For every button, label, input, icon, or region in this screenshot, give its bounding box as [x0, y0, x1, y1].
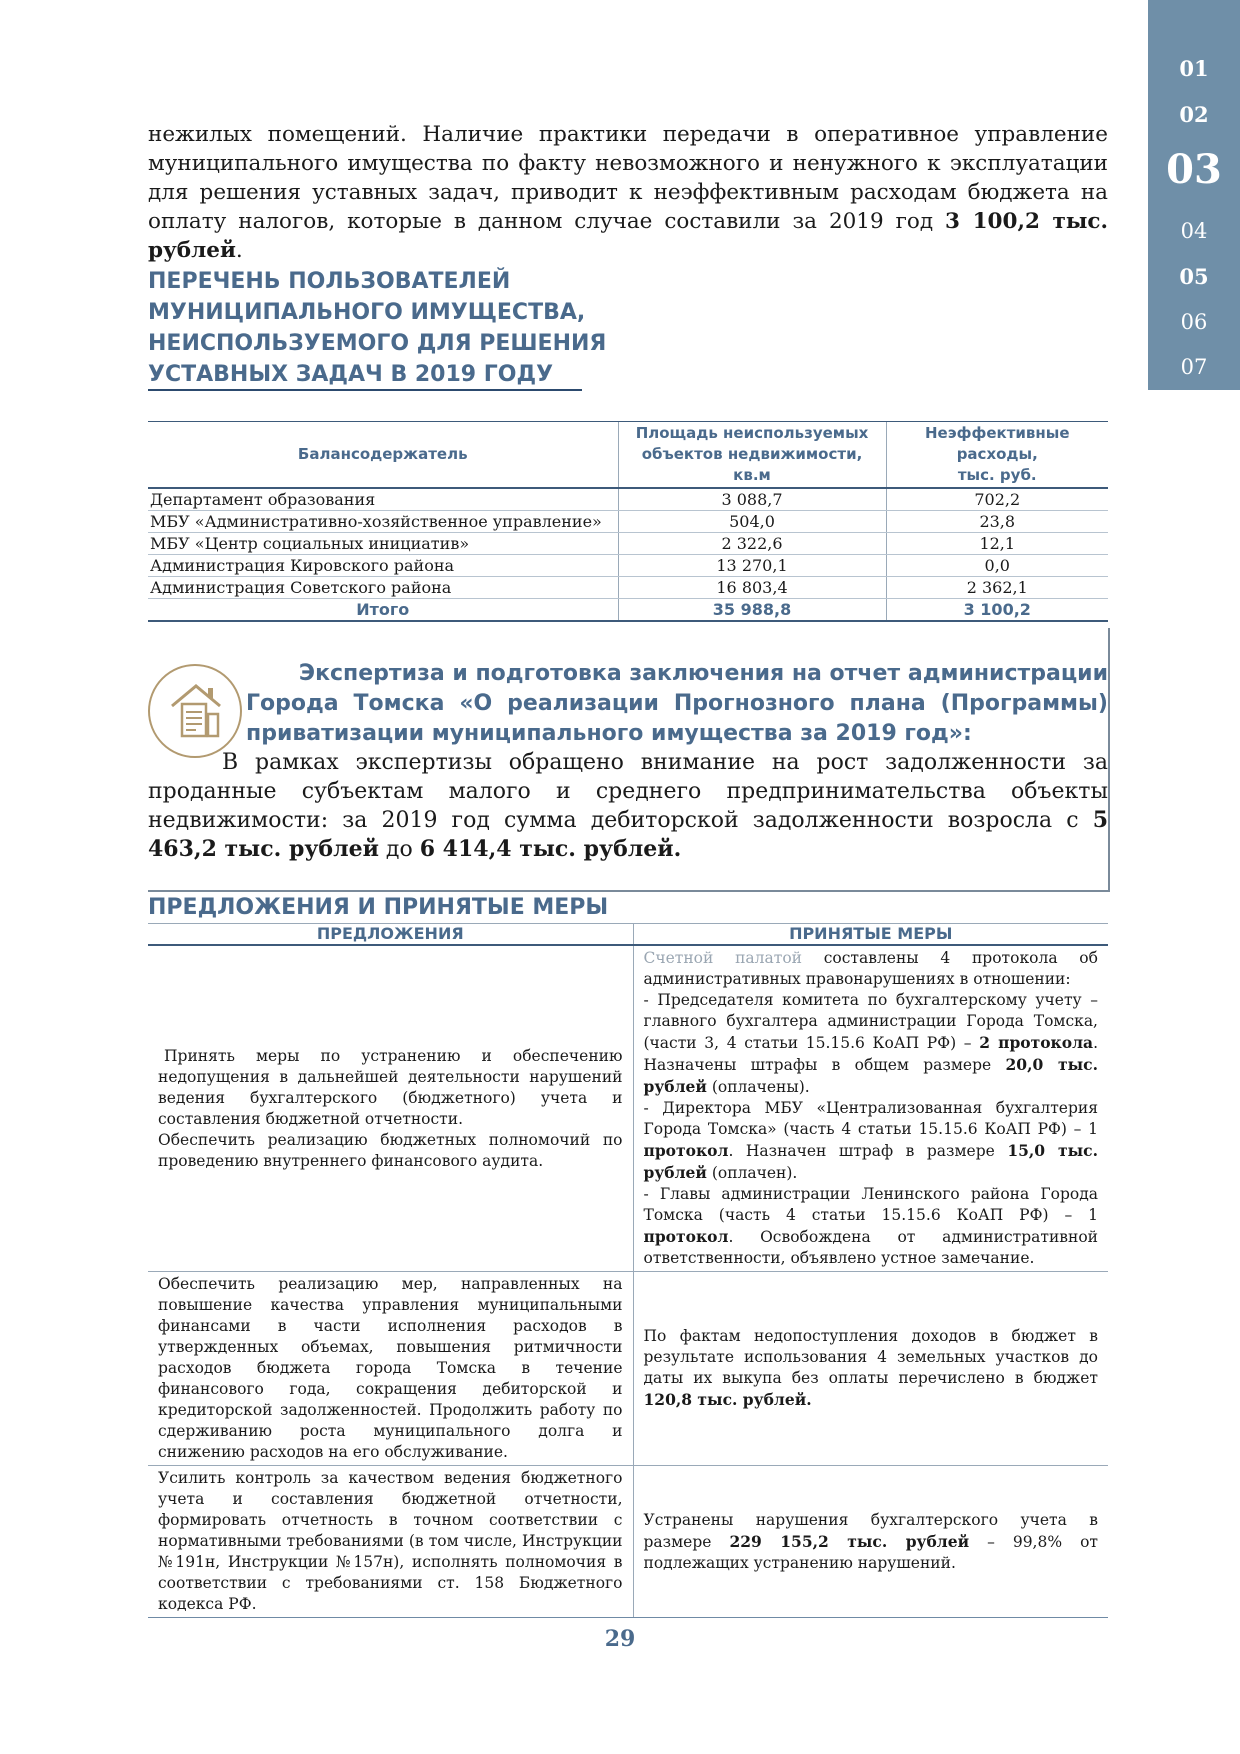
col-header-exp-l3: тыс. руб.: [957, 465, 1037, 484]
cell-area: 16 803,4: [618, 576, 886, 598]
total-label: Итого: [148, 598, 618, 621]
section1-underline: [148, 389, 582, 391]
section1-title-line3: НЕИСПОЛЬЗУЕМОГО ДЛЯ РЕШЕНИЯ: [148, 331, 607, 356]
measure-text: . Назначен штраф в размере: [728, 1142, 1008, 1160]
intro-amount: 3 100,2 тыс. рублей: [148, 209, 1108, 263]
cell-expenses: 2 362,1: [886, 576, 1108, 598]
measure-bold: 120,8 тыс. рублей.: [643, 1390, 812, 1409]
table-total-row: [148, 598, 1108, 621]
expertise-amount-from: 5 463,2 тыс. рублей: [148, 807, 1108, 862]
measure-bold: протокол: [643, 1227, 729, 1246]
col-header-proposals: ПРЕДЛОЖЕНИЯ: [148, 924, 633, 946]
intro-paragraph: [148, 120, 1108, 265]
nav-item-02[interactable]: 02: [1179, 102, 1209, 127]
cell-holder: МБУ «Центр социальных инициатив»: [148, 532, 618, 554]
measure-cell: [633, 1466, 1108, 1618]
table-row: [148, 1272, 1108, 1466]
measure-text: . Освобождена от административной ответственности, объявлено устное замечание.: [643, 1228, 1098, 1267]
proposal-cell: Усилить контроль за качеством ведения бюджетного учета и составления бюджетной отчетности, формировать отчетность в точном соответствии с нормативными требованиями (в том числе, Инструкции №191н, Инструкции №157н), исполнять полномочия в соответствии с требованиями ст. 158 Бюджетного кодекса РФ.: [148, 1466, 633, 1618]
table-row: [148, 945, 1108, 1272]
measure-text: . Назначены штрафы в общем размере: [643, 1034, 1098, 1074]
proposal-text: Принять меры по устранению и обеспечению недопущения в дальнейшей деятельности нарушений ведения бухгалтерского (бюджетного) учета и составления бюджетной отчетности.: [158, 1046, 623, 1128]
cell-area: 13 270,1: [618, 554, 886, 576]
cell-holder: Администрация Кировского района: [148, 554, 618, 576]
total-expenses: 3 100,2: [886, 598, 1108, 621]
section1-title-line1: ПЕРЕЧЕНЬ ПОЛЬЗОВАТЕЛЕЙ: [148, 269, 511, 294]
measure-cell: [633, 945, 1108, 1272]
proposal-text-2: Обеспечить реализацию бюджетных полномочий по проведению внутреннего финансового аудита.: [158, 1130, 623, 1170]
measure-org: Счетной палатой: [643, 949, 802, 967]
nav-item-05[interactable]: 05: [1179, 264, 1209, 289]
expertise-title-line3: приватизации муниципального имущества за 2019 год»:: [246, 721, 972, 746]
section1-title-line2: МУНИЦИПАЛЬНОГО ИМУЩЕСТВА,: [148, 300, 586, 325]
expertise-amount-to: 6 414,4 тыс. рублей.: [419, 836, 682, 862]
table-row: [148, 1466, 1108, 1618]
intro-text: нежилых помещений. Наличие практики передачи в оперативное управление муниципального имущества по факту невозможного и ненужного к эксплуатации для решения уставных задач, приводит к неэффективным расходам бюджета на оплату налогов, которые в данном случае составили за 2019 год: [148, 122, 1108, 234]
measure-cell: [633, 1272, 1108, 1466]
table2-header-row: [148, 924, 1108, 946]
users-table: [148, 421, 1108, 622]
measure-bold: 20,0 тыс. рублей: [643, 1055, 1099, 1096]
measure-text: По фактам недопоступления доходов в бюджет в результате использования 4 земельных участков до даты их выкупа без оплаты перечислено в бюджет: [643, 1327, 1098, 1387]
total-area: 35 988,8: [618, 598, 886, 621]
section2-title: ПРЕДЛОЖЕНИЯ И ПРИНЯТЫЕ МЕРЫ: [148, 895, 609, 920]
cell-expenses: 12,1: [886, 532, 1108, 554]
expertise-title-line2: Города Томска «О реализации Прогнозного плана (Программы): [246, 691, 1108, 716]
col-header-measures: ПРИНЯТЫЕ МЕРЫ: [633, 924, 1108, 946]
cell-area: 2 322,6: [618, 532, 886, 554]
cell-holder: Департамент образования: [148, 488, 618, 511]
section1-title: [148, 266, 606, 390]
table-row: [148, 576, 1108, 598]
cell-expenses: 0,0: [886, 554, 1108, 576]
table-row: [148, 554, 1108, 576]
cell-area: 504,0: [618, 510, 886, 532]
measure-bold: 229 155,2 тыс. рублей: [729, 1531, 970, 1551]
nav-item-07[interactable]: 07: [1180, 355, 1208, 379]
col-header-area-l3: кв.м: [733, 465, 771, 484]
cell-holder: Администрация Советского района: [148, 576, 618, 598]
house-document-icon: [148, 664, 242, 758]
cell-expenses: 23,8: [886, 510, 1108, 532]
intro-end: .: [235, 238, 243, 263]
measure-text: (оплачен).: [706, 1164, 798, 1182]
nav-item-06[interactable]: 06: [1180, 310, 1208, 334]
nav-item-03-active[interactable]: 03: [1166, 146, 1222, 193]
col-header-exp-l1: Неэффективные: [924, 423, 1070, 442]
measure-bold: протокол: [643, 1141, 729, 1160]
col-header-expenses: [886, 422, 1108, 488]
col-header-area-l2: объектов недвижимости,: [641, 444, 863, 463]
expertise-title-line1: Экспертиза и подготовка заключения на отчет администрации: [298, 661, 1108, 686]
measure-text: Устранены нарушения бухгалтерского учета в размере: [643, 1510, 1098, 1551]
table-row: [148, 510, 1108, 532]
proposal-cell: Обеспечить реализацию мер, направленных на повышение качества управления муниципальными финансами в части исполнения расходов в утвержденных объемах, повышения ритмичности расходов бюджета города Томска в течение финансового года, сокращения дебиторской и кредиторской задолженностей. Продолжить работу по сдерживанию роста муниципального долга и снижению расходов на его обслуживание.: [148, 1272, 633, 1466]
expertise-text: [148, 748, 1108, 864]
page-number: 29: [604, 1626, 636, 1652]
measure-text: (оплачены).: [706, 1078, 810, 1096]
col-header-area-l1: Площадь неиспользуемых: [635, 423, 869, 442]
measure-bold: 15,0 тыс. рублей: [643, 1141, 1099, 1182]
measure-text: - Директора МБУ «Централизованная бухгалтерия Города Томска» (часть 4 статьи 15.15.6 КоАП РФ) – 1: [643, 1099, 1098, 1138]
cell-expenses: 702,2: [886, 488, 1108, 511]
expertise-text-a: В рамках экспертизы обращено внимание на рост задолженности за проданные субъектам малого и среднего предпринимательства объекты недвижимости: за 2019 год сумма дебиторской задолженности возросла с: [148, 750, 1108, 833]
measure-text: составлены 4 протокола об административных правонарушениях в отношении:: [643, 949, 1098, 988]
proposals-table: [148, 923, 1108, 1618]
col-header-holder: Балансодержатель: [148, 422, 618, 488]
nav-item-04[interactable]: 04: [1180, 219, 1208, 243]
expertise-text-b: до: [378, 837, 420, 862]
table-row: [148, 532, 1108, 554]
cell-area: 3 088,7: [618, 488, 886, 511]
expertise-title: [246, 659, 1108, 749]
measure-text: – 99,8% от подлежащих устранению нарушений.: [643, 1532, 1098, 1572]
col-header-exp-l2: расходы,: [956, 444, 1038, 463]
table-header-row: [148, 422, 1108, 488]
col-header-area: [618, 422, 886, 488]
table-row: [148, 488, 1108, 511]
measure-bold: 2 протокола: [979, 1033, 1094, 1052]
measure-text: - Главы администрации Ленинского района Города Томска (часть 4 статьи 15.15.6 КоАП РФ) – 1: [643, 1185, 1098, 1224]
section-nav: [1148, 0, 1240, 390]
nav-item-01[interactable]: 01: [1179, 56, 1209, 81]
section1-title-line4: УСТАВНЫХ ЗАДАЧ В 2019 ГОДУ: [148, 362, 554, 387]
proposal-cell: [148, 945, 633, 1272]
measure-text: - Председателя комитета по бухгалтерскому учету – главного бухгалтера администрации Города Томска, (части 3, 4 статьи 15.15.6 КоАП РФ) –: [643, 991, 1098, 1052]
cell-holder: МБУ «Административно-хозяйственное управление»: [148, 510, 618, 532]
